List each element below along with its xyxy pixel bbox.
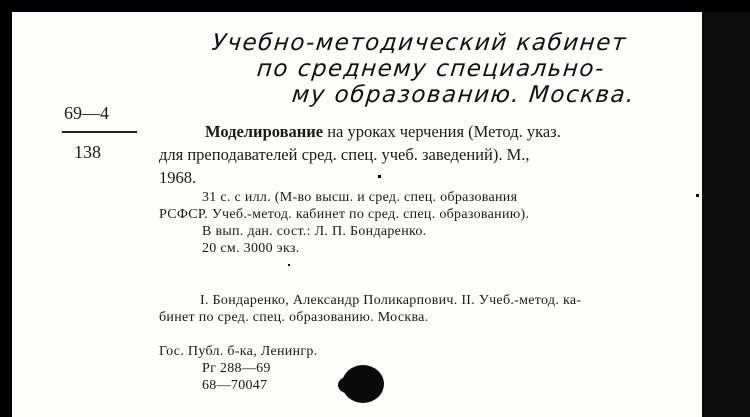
entry-title-bold: Моделирование bbox=[205, 122, 324, 141]
speck bbox=[288, 264, 290, 266]
library-code-1: Рг 288—69 bbox=[202, 361, 271, 376]
entry-line-3: 1968. bbox=[159, 168, 197, 187]
library-name: Гос. Публ. б-ка, Ленингр. bbox=[159, 344, 318, 359]
catalog-card bbox=[12, 12, 702, 417]
handwritten-note-line-1: Учебно-методический кабинет bbox=[210, 30, 629, 56]
speck bbox=[378, 175, 381, 178]
description-line-2: РСФСР. Учеб.-метод. кабинет по сред. спец. образованию). bbox=[159, 207, 530, 222]
library-code-2: 68—70047 bbox=[202, 378, 268, 393]
shelfmark-code-top: 69—4 bbox=[64, 103, 109, 123]
description-line-1: 31 с. с илл. (М-во высш. и сред. спец. образования bbox=[202, 190, 518, 205]
tracings-line-1: I. Бондаренко, Александр Поликарпович. II. Учеб.-метод. ка- bbox=[200, 293, 582, 308]
entry-title-rest: на уроках черчения (Метод. указ. bbox=[323, 122, 561, 141]
tracings-line-2: бинет по сред. спец. образованию. Москва. bbox=[159, 310, 429, 325]
ink-blot-edge bbox=[338, 377, 356, 393]
speck bbox=[696, 194, 699, 197]
shelfmark-divider bbox=[62, 131, 137, 133]
handwritten-note-line-3: му образованию. Москва. bbox=[290, 82, 637, 108]
entry-title-line bbox=[205, 122, 561, 142]
shelfmark-code-bottom: 138 bbox=[74, 142, 101, 162]
handwritten-note-line-2: по среднему специально- bbox=[255, 56, 607, 82]
description-line-4: 20 см. 3000 экз. bbox=[202, 241, 300, 256]
entry-line-2: для преподавателей сред. спец. учеб. заведений). М., bbox=[159, 145, 530, 164]
scan-border bbox=[702, 12, 750, 417]
description-line-3: В вып. дан. сост.: Л. П. Бондаренко. bbox=[202, 224, 427, 239]
